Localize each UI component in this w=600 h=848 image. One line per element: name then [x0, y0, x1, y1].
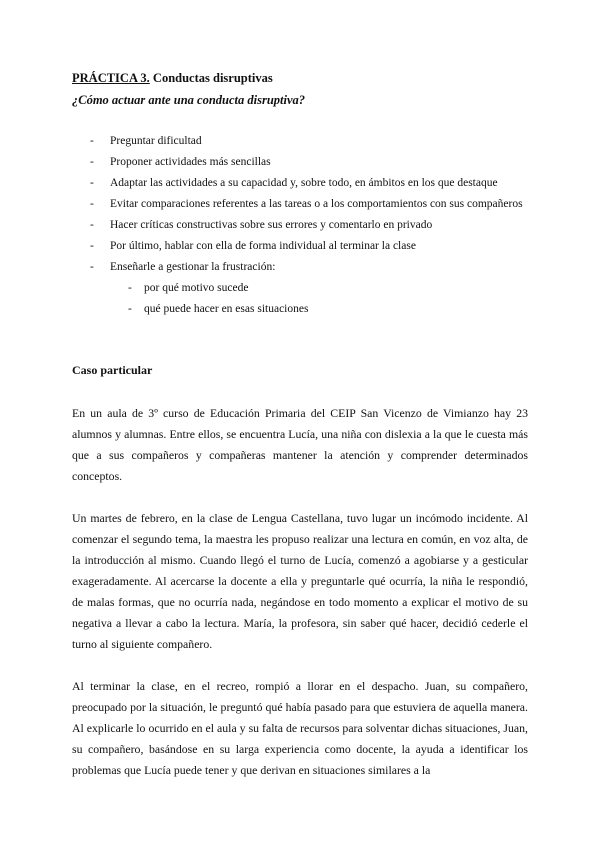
list-item: [72, 257, 528, 320]
paragraph-aftermath: Al terminar la clase, en el recreo, rompió a llorar en el despacho. Juan, su compañero, preocupado por la situación, le preguntó qué había pasado para que estuviera de aquella manera. Al explicarle lo ocurrido en el aula y su falta de recursos para solventar dichas situaciones, Juan, su compañero, basándose en su larga experiencia como docente, la ayuda a identificar los problemas que Lucía puede tener y que derivan en situaciones similares a la: [72, 679, 528, 777]
sub-list-item: [110, 278, 528, 299]
list-item-text: Evitar comparaciones referentes a las tareas o a los comportamientos con sus compañeros: [110, 198, 523, 210]
list-item-text: Adaptar las actividades a su capacidad y, sobre todo, en ámbitos en los que destaque: [110, 177, 498, 189]
list-item: [72, 215, 528, 236]
dash-marker: -: [90, 177, 94, 189]
page-title-rest: Conductas disruptivas: [149, 71, 273, 85]
strategy-list: [72, 131, 528, 320]
list-item-text: Por último, hablar con ella de forma individual al terminar la clase: [110, 240, 416, 252]
list-item-text: Hacer críticas constructivas sobre sus errores y comentarlo en privado: [110, 219, 433, 231]
sub-list-item: [110, 299, 528, 320]
dash-marker: -: [128, 282, 132, 294]
paragraph-intro: En un aula de 3º curso de Educación Primaria del CEIP San Vicenzo de Vimianzo hay 23 alumnos y alumnas. Entre ellos, se encuentra Lucía, una niña con dislexia a la que le cuesta más que a sus compañeros y compañeras mantener la atención y comprender determinados conceptos.: [72, 406, 528, 483]
page-title-lead: PRÁCTICA 3.: [72, 71, 150, 85]
list-item: [72, 173, 528, 194]
dash-marker: -: [90, 261, 94, 273]
dash-marker: -: [90, 219, 94, 231]
page-title: [72, 71, 273, 86]
list-item: [72, 194, 528, 215]
frustration-sublist: [110, 278, 528, 320]
list-item-text: Enseñarle a gestionar la frustración:: [110, 261, 276, 273]
sub-list-item-text: qué puede hacer en esas situaciones: [144, 303, 309, 315]
paragraph-incident: Un martes de febrero, en la clase de Lengua Castellana, tuvo lugar un incómodo incidente. Al comenzar el segundo tema, la maestra les propuso realizar una lectura en común, en voz alta, de la introducción al mismo. Cuando llegó el turno de Lucía, comenzó a agobiarse y a gesticular exageradamente. Al acercarse la docente a ella y preguntarle qué ocurría, la niña le respondió, de malas formas, que no ocurría nada, negándose en todo momento a explicar el motivo de su negativa a llevar a cabo la lectura. María, la profesora, sin saber qué hacer, decidió cederle el turno al siguiente compañero.: [72, 511, 528, 651]
dash-marker: -: [90, 135, 94, 147]
list-item-text: Preguntar dificultad: [110, 135, 202, 147]
page-subtitle: ¿Cómo actuar ante una conducta disruptiva?: [72, 93, 306, 107]
dash-marker: -: [128, 303, 132, 315]
section-title: Caso particular: [72, 363, 153, 377]
list-item: [72, 152, 528, 173]
dash-marker: -: [90, 198, 94, 210]
dash-marker: -: [90, 240, 94, 252]
list-item-text: Proponer actividades más sencillas: [110, 156, 271, 168]
list-item: [72, 236, 528, 257]
list-item: [72, 131, 528, 152]
sub-list-item-text: por qué motivo sucede: [144, 282, 249, 294]
dash-marker: -: [90, 156, 94, 168]
